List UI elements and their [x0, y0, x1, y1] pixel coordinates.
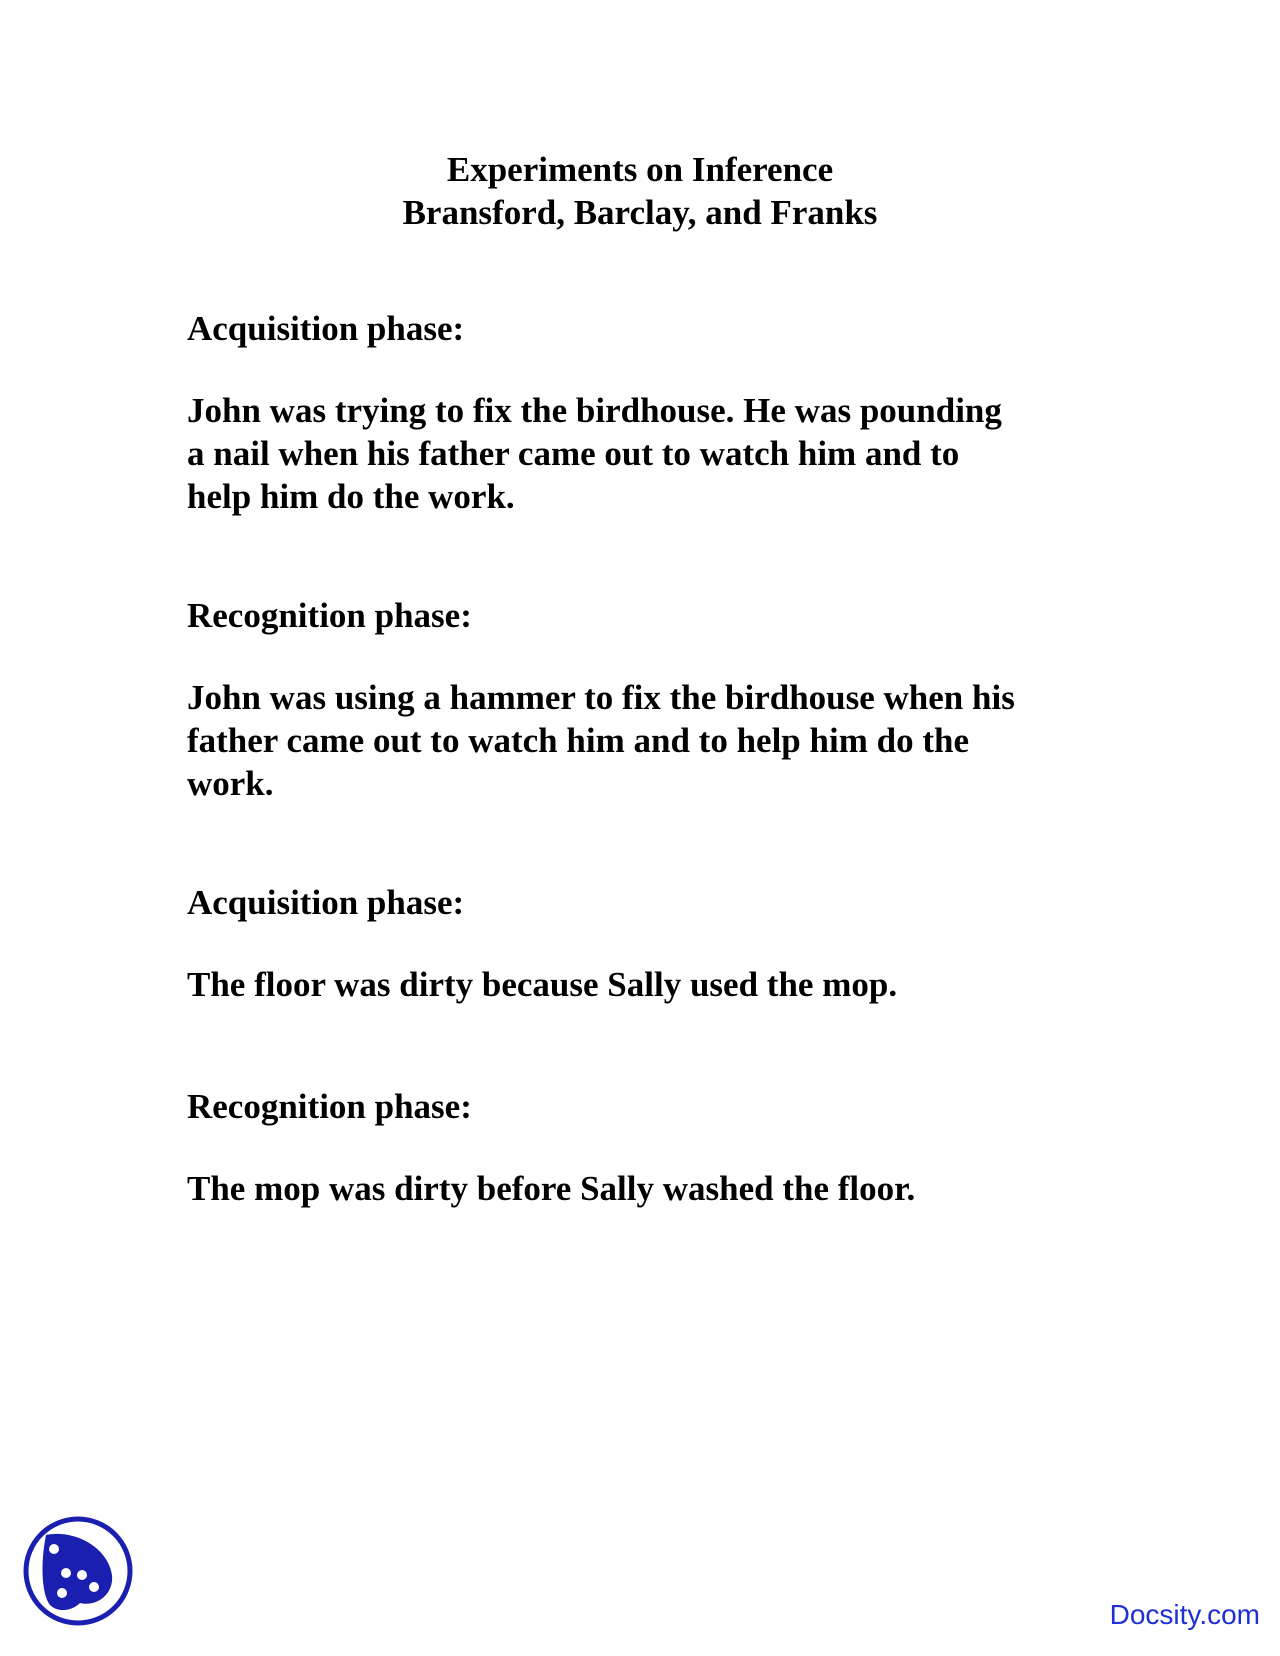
section-heading-recognition-2: Recognition phase: [187, 1087, 472, 1126]
section-heading-acquisition-1: Acquisition phase: [187, 309, 465, 348]
text-line: a nail when his father came out to watch him and to [187, 434, 960, 473]
title-line-2: Bransford, Barclay, and Franks [402, 193, 878, 232]
text-line: work. [187, 764, 274, 803]
section-text-recognition-1 [187, 676, 1087, 805]
section-heading-recognition-1: Recognition phase: [187, 596, 472, 635]
text-line: The floor was dirty because Sally used the mop. [187, 965, 898, 1004]
text-line: The mop was dirty before Sally washed the floor. [187, 1169, 916, 1208]
text-line: father came out to watch him and to help him do the [187, 721, 969, 760]
document-title [0, 148, 1280, 234]
text-line: help him do the work. [187, 477, 515, 516]
docsity-brand-link[interactable]: Docsity.com [1109, 1599, 1260, 1630]
text-line: John was trying to fix the birdhouse. He was pounding [187, 391, 1002, 430]
title-line-1: Experiments on Inference [446, 150, 834, 189]
docsity-logo-icon [22, 1515, 134, 1627]
section-heading-acquisition-2: Acquisition phase: [187, 883, 465, 922]
section-text-acquisition-2 [187, 963, 1087, 1006]
text-line: John was using a hammer to fix the birdhouse when his [187, 678, 1015, 717]
section-text-acquisition-1 [187, 389, 1087, 518]
section-text-recognition-2 [187, 1167, 1087, 1210]
